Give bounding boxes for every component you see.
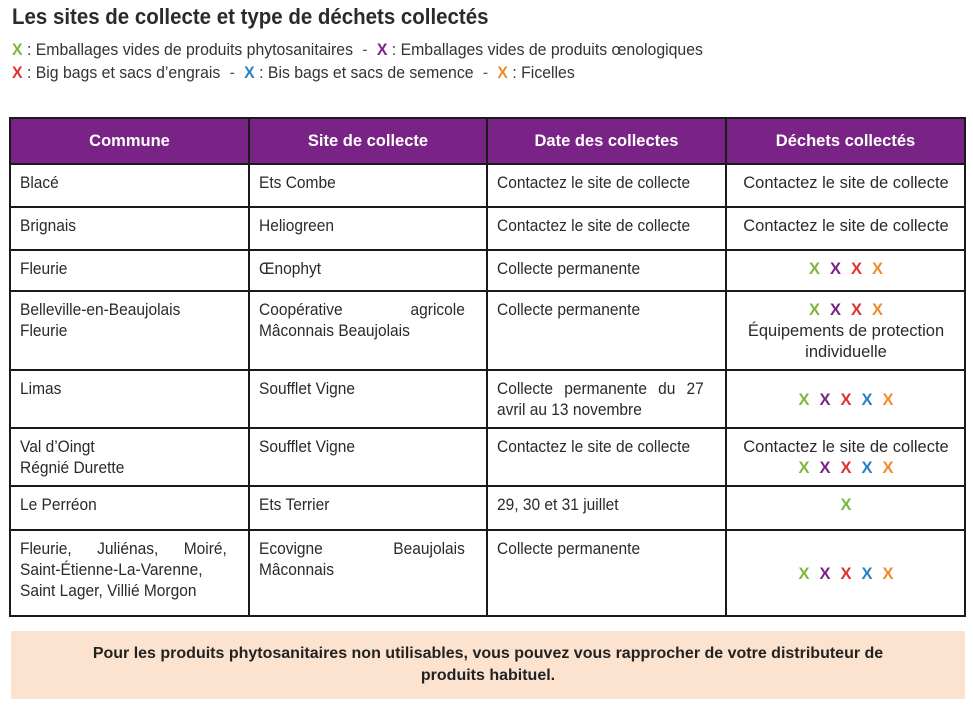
waste-mark-red: X <box>840 390 852 409</box>
cell-date-text: Collecte permanente du 27 avril au 13 novembre <box>497 380 704 419</box>
legend-mark-ficelles: X <box>497 63 508 82</box>
info-note <box>11 631 965 699</box>
page-title: Les sites de collecte et type de déchets collectés <box>12 4 489 29</box>
cell-date <box>487 207 726 250</box>
waste-mark-green: X <box>798 564 810 583</box>
table-row <box>10 486 965 530</box>
waste-mark-orange: X <box>882 564 894 583</box>
cell-waste <box>726 291 965 370</box>
header-waste: Déchets collectés <box>726 118 965 164</box>
cell-site-text: Heliogreen <box>259 217 335 235</box>
waste-mark-red: X <box>840 564 852 583</box>
info-note-text: Pour les produits phytosanitaires non utilisables, vous pouvez vous rapprocher de votre distributeur de produits habituel. <box>92 645 884 684</box>
waste-mark-purple: X <box>829 260 841 278</box>
legend-mark-oeno: X <box>376 40 388 59</box>
cell-commune-text: Fleurie, Juliénas, Moiré, Saint-Étienne-La-Varenne, Saint Lager, Villié Morgon <box>20 540 227 600</box>
waste-mark-green: X <box>840 496 852 514</box>
cell-site-text: Ets Combe <box>259 174 336 192</box>
waste-mark-green: X <box>808 301 820 319</box>
cell-commune-text: Val d’Oingt Régnié Durette <box>20 438 125 477</box>
cell-waste <box>726 250 965 291</box>
legend-mark-engrais: X <box>12 63 23 82</box>
cell-commune <box>10 164 249 207</box>
waste-marks <box>736 458 956 479</box>
cell-site <box>249 250 487 291</box>
cell-waste <box>726 428 965 486</box>
cell-commune <box>10 370 249 428</box>
cell-site-text: Soufflet Vigne <box>259 380 356 398</box>
cell-commune-text: Limas <box>20 380 62 398</box>
cell-commune-text: Fleurie <box>20 260 68 278</box>
legend-mark-semence: X <box>244 63 255 82</box>
cell-date-text: Contactez le site de collecte <box>497 438 691 456</box>
legend-separator: - <box>229 63 235 82</box>
waste-mark-green: X <box>798 459 810 477</box>
cell-commune-text: Belleville-en-Beaujolais Fleurie <box>20 301 181 340</box>
table-row <box>10 207 965 250</box>
waste-marks <box>736 259 956 280</box>
legend-label-oeno: : Emballages vides de produits œnologiques <box>387 40 703 59</box>
cell-date-text: Collecte permanente <box>497 540 641 558</box>
cell-waste <box>726 207 965 250</box>
waste-text: Contactez le site de collecte <box>743 174 949 192</box>
header-site: Site de collecte <box>249 118 487 164</box>
legend-label-ficelles: : Ficelles <box>507 63 575 82</box>
cell-date-text: Collecte permanente <box>497 260 641 278</box>
cell-waste <box>726 370 965 428</box>
header-date: Date des collectes <box>487 118 726 164</box>
legend-line-2 <box>12 63 575 83</box>
waste-mark-purple: X <box>819 390 831 409</box>
table-row <box>10 428 965 486</box>
table-header-row <box>10 118 965 164</box>
legend-label-phyto: : Emballages vides de produits phytosanitaires <box>22 40 353 59</box>
cell-site-text: Ecovigne Beaujolais Mâconnais <box>259 540 465 579</box>
waste-mark-blue: X <box>861 390 873 409</box>
waste-mark-green: X <box>808 260 820 278</box>
waste-marks <box>736 495 956 516</box>
legend-label-semence: : Bis bags et sacs de semence <box>254 63 474 82</box>
table-row <box>10 370 965 428</box>
waste-marks <box>736 564 956 585</box>
cell-date-text: Contactez le site de collecte <box>497 217 691 235</box>
cell-commune-text: Brignais <box>20 217 77 235</box>
cell-date <box>487 486 726 530</box>
cell-waste <box>726 530 965 616</box>
waste-text: Contactez le site de collecte <box>743 217 949 235</box>
cell-commune-text: Blacé <box>20 174 59 192</box>
header-commune: Commune <box>10 118 249 164</box>
table-row <box>10 291 965 370</box>
cell-site <box>249 207 487 250</box>
cell-commune <box>10 250 249 291</box>
cell-site <box>249 370 487 428</box>
waste-text: Contactez le site de collecte <box>743 438 949 456</box>
waste-mark-purple: X <box>819 564 831 583</box>
cell-site <box>249 428 487 486</box>
legend-line-1 <box>12 40 703 60</box>
cell-commune <box>10 207 249 250</box>
cell-date-text: Collecte permanente <box>497 301 641 319</box>
waste-mark-orange: X <box>882 390 894 409</box>
cell-date <box>487 250 726 291</box>
cell-commune <box>10 428 249 486</box>
waste-mark-purple: X <box>829 301 841 319</box>
cell-date <box>487 164 726 207</box>
waste-mark-blue: X <box>861 564 873 583</box>
cell-site-text: Œnophyt <box>259 260 322 278</box>
waste-mark-orange: X <box>872 260 884 278</box>
cell-site <box>249 291 487 370</box>
cell-site <box>249 486 487 530</box>
cell-date <box>487 530 726 616</box>
waste-text: Équipements de protection individuelle <box>747 322 945 361</box>
waste-mark-red: X <box>851 260 863 278</box>
waste-mark-orange: X <box>872 301 884 319</box>
waste-mark-red: X <box>840 459 852 477</box>
table-row <box>10 530 965 616</box>
cell-site-text: Coopérative agricole Mâconnais Beaujolais <box>259 301 465 340</box>
waste-mark-orange: X <box>882 459 894 477</box>
cell-date <box>487 428 726 486</box>
cell-waste <box>726 486 965 530</box>
table-row <box>10 250 965 291</box>
cell-waste <box>726 164 965 207</box>
cell-commune <box>10 486 249 530</box>
legend-label-engrais: : Big bags et sacs d’engrais <box>22 63 221 82</box>
cell-site <box>249 530 487 616</box>
cell-site-text: Ets Terrier <box>259 496 330 514</box>
waste-mark-red: X <box>851 301 863 319</box>
cell-date-text: Contactez le site de collecte <box>497 174 691 192</box>
cell-date <box>487 291 726 370</box>
legend-separator: - <box>362 40 368 59</box>
waste-mark-green: X <box>798 390 810 409</box>
cell-site-text: Soufflet Vigne <box>259 438 356 456</box>
waste-mark-purple: X <box>819 459 831 477</box>
waste-marks <box>736 300 956 321</box>
cell-site <box>249 164 487 207</box>
waste-marks <box>736 390 956 411</box>
cell-commune-text: Le Perréon <box>20 496 97 514</box>
cell-commune <box>10 530 249 616</box>
cell-date <box>487 370 726 428</box>
waste-mark-blue: X <box>861 459 873 477</box>
collection-sites-table <box>9 117 966 617</box>
cell-commune <box>10 291 249 370</box>
legend-mark-phyto: X <box>12 40 23 59</box>
table-row <box>10 164 965 207</box>
legend-separator: - <box>482 63 489 82</box>
cell-date-text: 29, 30 et 31 juillet <box>497 496 619 514</box>
